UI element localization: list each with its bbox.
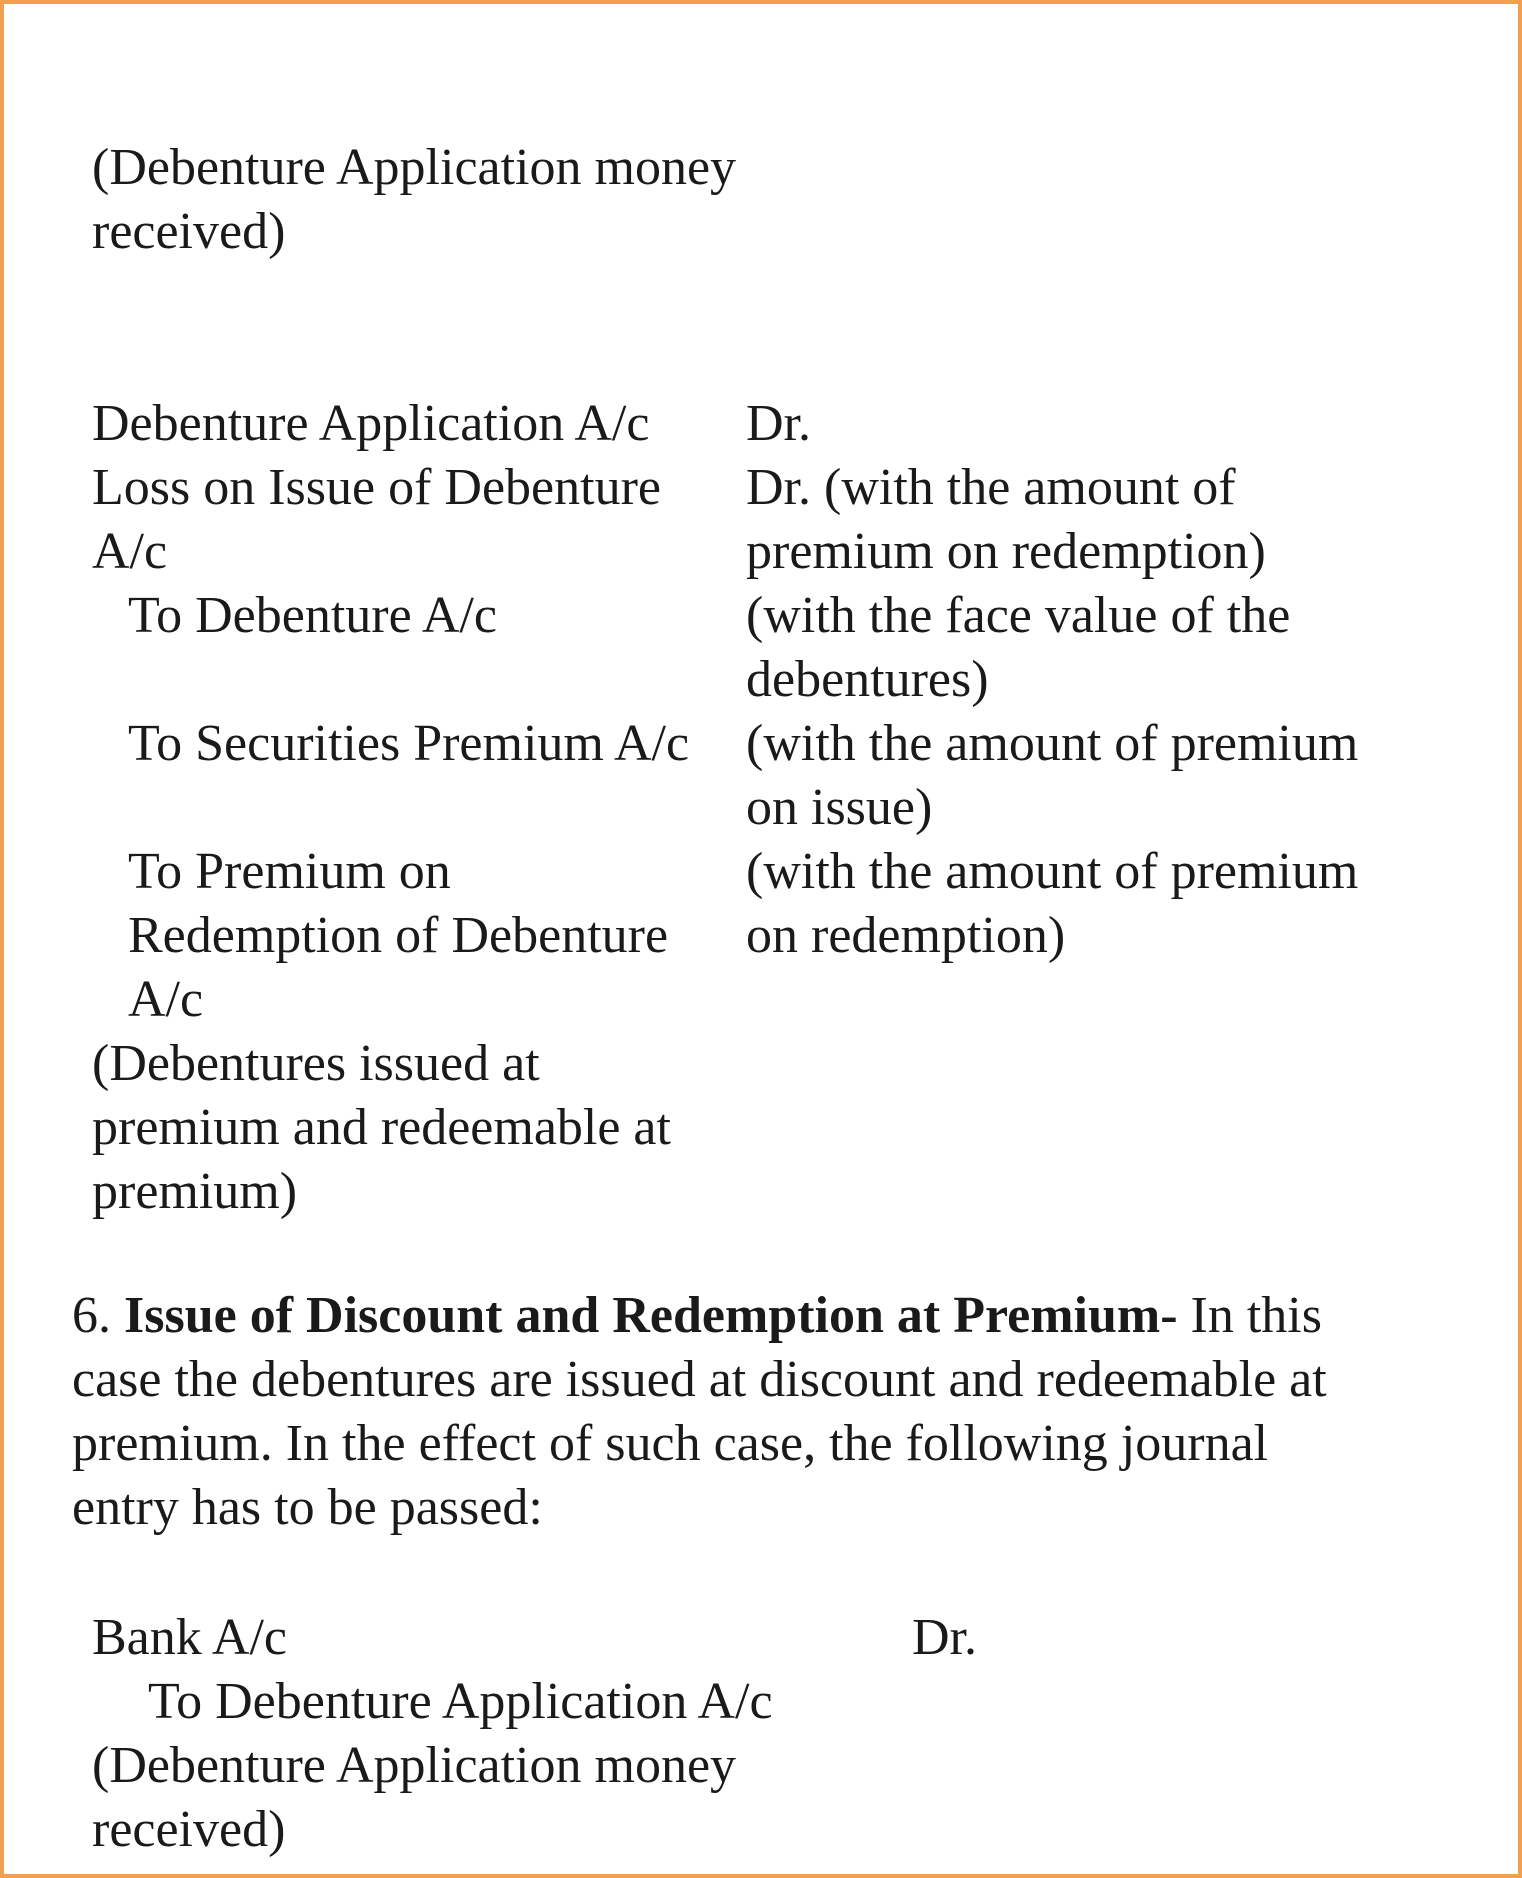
paragraph-line: entry has to be passed: xyxy=(72,1479,543,1536)
journal-account-debit: Loss on Issue of Debenture xyxy=(92,459,661,516)
narration-line: (Debentures issued at xyxy=(92,1035,540,1092)
journal-dr-label: Dr. xyxy=(912,1609,977,1666)
journal-account-debit: Bank A/c xyxy=(92,1609,287,1666)
narration-line: (Debenture Application money xyxy=(92,1737,737,1794)
section-heading: Issue of Discount and Redemption at Premium- xyxy=(124,1287,1178,1344)
journal-note: debentures) xyxy=(746,651,989,708)
journal-account-credit: To Premium on xyxy=(128,843,451,900)
section-number: 6. xyxy=(72,1287,124,1344)
journal-note: on redemption) xyxy=(746,907,1066,964)
journal-note: Dr. xyxy=(746,395,811,452)
journal-note: (with the amount of premium xyxy=(746,715,1359,772)
paragraph-line: case the debentures are issued at discount and redeemable at xyxy=(72,1351,1327,1408)
section-6-heading-line xyxy=(72,1284,1322,1348)
journal-note: Dr. (with the amount of xyxy=(746,459,1236,516)
narration-line: received) xyxy=(92,1801,286,1858)
section-text: In this xyxy=(1177,1287,1322,1344)
paragraph-line: premium. In the effect of such case, the following journal xyxy=(72,1415,1269,1472)
journal-account-debit: Debenture Application A/c xyxy=(92,395,650,452)
journal-note: premium on redemption) xyxy=(746,523,1266,580)
journal-account-credit: To Securities Premium A/c xyxy=(128,715,690,772)
journal-note: (with the face value of the xyxy=(746,587,1291,644)
journal-account-credit: A/c xyxy=(128,971,204,1028)
narration-line: premium and redeemable at xyxy=(92,1099,671,1156)
journal-account-debit: A/c xyxy=(92,523,168,580)
journal-account-credit: To Debenture A/c xyxy=(128,587,497,644)
journal-account-credit: To Debenture Application A/c xyxy=(148,1673,773,1730)
journal-note: on issue) xyxy=(746,779,933,836)
narration-line: (Debenture Application money xyxy=(92,139,737,196)
journal-note: (with the amount of premium xyxy=(746,843,1359,900)
narration-line: premium) xyxy=(92,1163,298,1220)
journal-account-credit: Redemption of Debenture xyxy=(128,907,669,964)
narration-line: received) xyxy=(92,203,286,260)
